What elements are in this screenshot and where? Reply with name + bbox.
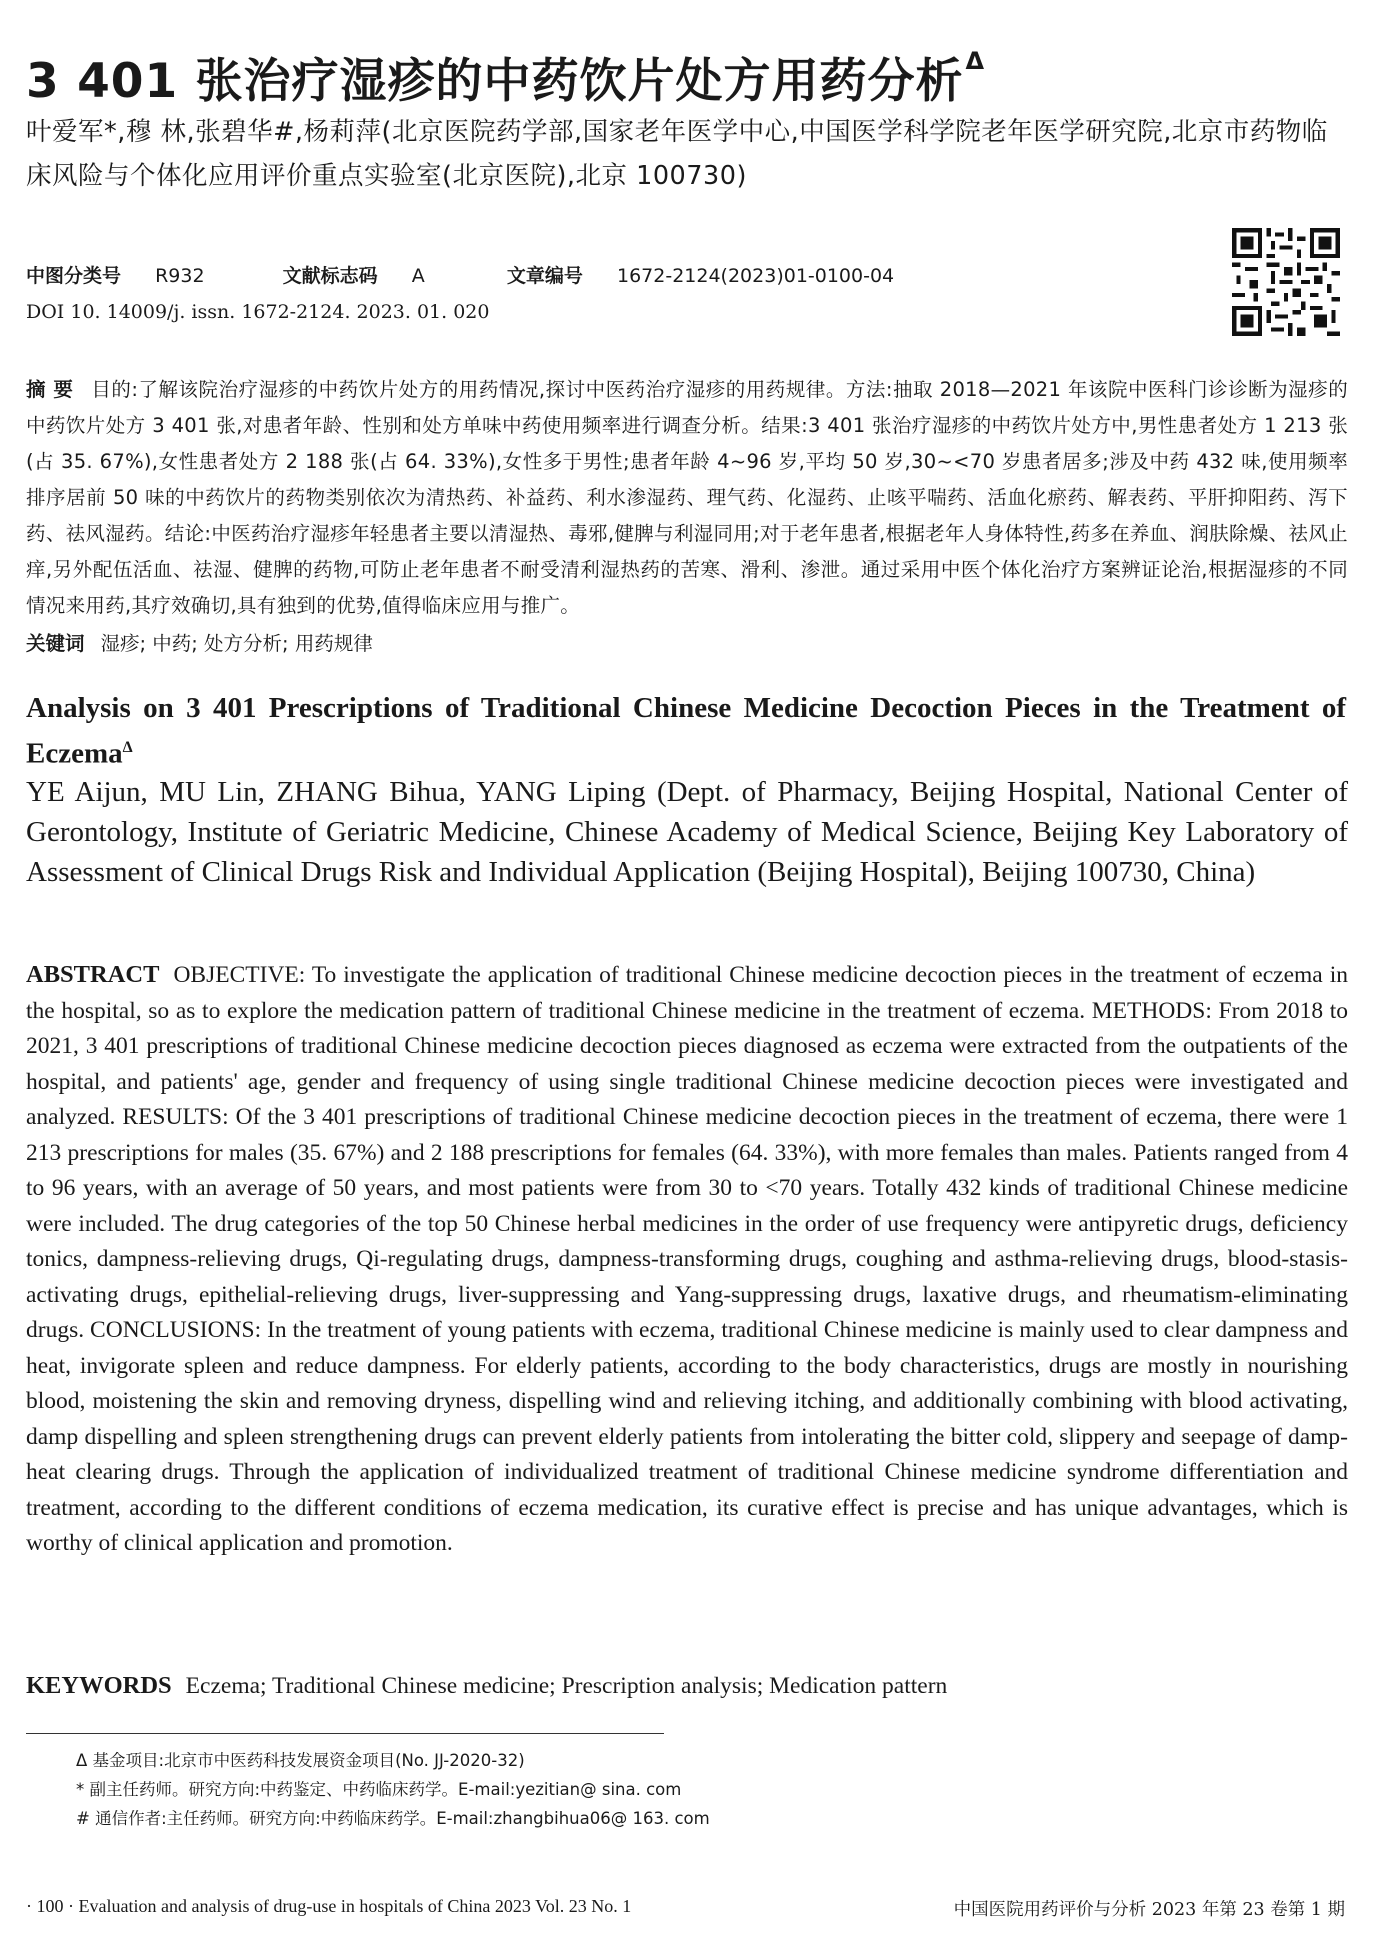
abstract-en-label: ABSTRACT bbox=[26, 961, 160, 988]
abstract-zh-label: 摘 要 bbox=[26, 378, 74, 401]
abstract-zh-text: 目的:了解该院治疗湿疹的中药饮片处方的用药情况,探讨中医药治疗湿疹的用药规律。方法:抽取 2018—2021 年该院中医科门诊诊断为湿疹的中药饮片处方 3 401 张,对患者年龄、性别和处方单味中药使用频率进行调查分析。结果:3 401 张治疗湿疹的中药饮片处方中,男性患者处方 1 213 张(占 35. 67%),女性患者处方 2 188 张(占 64. 33%),女性多于男性;患者年龄 4~96 岁,平均 50 岁,30~<70 岁患者居多;涉及中药 432 味,使用频率排序居前 50 味的中药饮片的药物类别依次为清热药、补益药、利水渗湿药、理气药、化湿药、止咳平喘药、活血化瘀药、解表药、平肝抑阳药、泻下药、祛风湿药。结论:中医药治疗湿疹年轻患者主要以清湿热、毒邪,健脾与利湿同用;对于老年患者,根据老年人身体特性,药多在养血、润肤除燥、祛风止痒,另外配伍活血、祛湿、健脾的药物,可防止老年患者不耐受清利湿热药的苦寒、滑利、渗泄。通过采用中医个体化治疗方案辨证论治,根据湿疹的不同情况来用药,其疗效确切,具有独到的优势,值得临床应用与推广。 bbox=[26, 378, 1348, 617]
abstract-en bbox=[26, 957, 1348, 1562]
footnote-first-author: * 副主任药师。研究方向:中药鉴定、中药临床药学。E-mail:yezitian@ sina. com bbox=[76, 1780, 682, 1799]
qr-code-icon bbox=[1232, 228, 1340, 336]
footnote-fund: Δ 基金项目:北京市中医药科技发展资金项目(No. JJ-2020-32) bbox=[76, 1751, 525, 1770]
footnote-corresponding-author: # 通信作者:主任药师。研究方向:中药临床药学。E-mail:zhangbihua06@ 163. com bbox=[76, 1809, 710, 1828]
footnotes bbox=[76, 1746, 1276, 1833]
article-title-en bbox=[26, 688, 1346, 774]
title-fund-marker: Δ bbox=[965, 47, 986, 75]
abstract-en-text: OBJECTIVE: To investigate the application of traditional Chinese medicine decoction pieces in the treatment of eczema in the hospital, so as to explore the medication pattern of traditional Chinese medicine in the treatment of eczema. METHODS: From 2018 to 2021, 3 401 prescriptions of traditional Chinese medicine decoction pieces diagnosed as eczema were extracted from the outpatients of the hospital, and patients' age, gender and frequency of using single traditional Chinese medicine decoction pieces were investigated and analyzed. RESULTS: Of the 3 401 prescriptions of traditional Chinese medicine decoction pieces in the treatment of eczema, there were 1 213 prescriptions for males (35. 67%) and 2 188 prescriptions for females (64. 33%), with more females than males. Patients ranged from 4 to 96 years, with an average of 50 years, and most patients were from 30 to <70 years. Totally 432 kinds of traditional Chinese medicine were included. The drug categories of the top 50 Chinese herbal medicines in the order of use frequency were antipyretic drugs, deficiency tonics, dampness-relieving drugs, Qi-regulating drugs, dampness-transforming drugs, coughing and asthma-relieving drugs, blood-stasis-activating drugs, epithelial-relieving drugs, liver-suppressing and Yang-suppressing drugs, laxative drugs, and rheumatism-eliminating drugs. CONCLUSIONS: In the treatment of young patients with eczema, traditional Chinese medicine is mainly used to clear dampness and heat, invigorate spleen and reduce dampness. For elderly patients, according to the body characteristics, drugs are mostly in nourishing blood, moistening the skin and removing dryness, dispelling wind and relieving itching, and additionally combining with blood activating, damp dispelling and spleen strengthening drugs can prevent elderly patients from intolerating the bitter cold, slippery and seepage of damp-heat clearing drugs. Through the application of individualized treatment of traditional Chinese medicine syndrome differentiation and treatment, according to the different conditions of eczema medication, its curative effect is precise and has unique advantages, which is worthy of clinical application and promotion. bbox=[26, 962, 1348, 1556]
keywords-zh bbox=[26, 626, 1348, 662]
doc-code-value: A bbox=[411, 265, 425, 287]
clc-label: 中图分类号 bbox=[26, 265, 122, 287]
keywords-en-text: Eczema; Traditional Chinese medicine; Prescription analysis; Medication pattern bbox=[185, 1673, 948, 1699]
footer-journal-zh: 中国医院用药评价与分析 2023 年第 23 卷第 1 期 bbox=[953, 1900, 1345, 1920]
title-en-fund-marker: Δ bbox=[122, 739, 133, 756]
keywords-en bbox=[26, 1668, 1348, 1704]
keywords-zh-label: 关键词 bbox=[26, 632, 85, 655]
footer-journal-en: · 100 · Evaluation and analysis of drug-use in hospitals of China 2023 Vol. 23 No. 1 bbox=[26, 1896, 632, 1916]
article-title-en-text: Analysis on 3 401 Prescriptions of Traditional Chinese Medicine Decoction Pieces in the Treatment of Eczema bbox=[26, 692, 1346, 770]
clc-value: R932 bbox=[155, 265, 205, 287]
keywords-zh-text: 湿疹; 中药; 处方分析; 用药规律 bbox=[100, 632, 373, 655]
article-title-text: 3 401 张治疗湿疹的中药饮片处方用药分析 bbox=[26, 54, 964, 109]
doc-code-label: 文献标志码 bbox=[282, 265, 378, 287]
authors-affiliation-zh: 叶爱军*,穆 林,张碧华#,杨莉萍(北京医院药学部,国家老年医学中心,中国医学科学院老年医学研究院,北京市药物临床风险与个体化应用评价重点实验室(北京医院),北京 100730) bbox=[26, 117, 1328, 191]
article-title bbox=[26, 30, 1346, 113]
authors-affiliation-en: YE Aijun, MU Lin, ZHANG Bihua, YANG Liping (Dept. of Pharmacy, Beijing Hospital, National Center of Gerontology, Institute of Geriatric Medicine, Chinese Academy of Medical Science, Beijing Key Laboratory of Assessment of Clinical Drugs Risk and Individual Application (Beijing Hospital), Beijing 100730, China) bbox=[26, 776, 1348, 888]
article-no-value: 1672-2124(2023)01-0100-04 bbox=[616, 265, 895, 287]
keywords-en-label: KEYWORDS bbox=[26, 1672, 172, 1699]
classification-line bbox=[26, 257, 894, 295]
footnote-divider bbox=[26, 1733, 664, 1734]
doi-line: DOI 10. 14009/j. issn. 1672-2124. 2023. 01. 020 bbox=[26, 301, 490, 323]
abstract-zh bbox=[26, 372, 1348, 624]
article-no-label: 文章编号 bbox=[506, 265, 583, 287]
